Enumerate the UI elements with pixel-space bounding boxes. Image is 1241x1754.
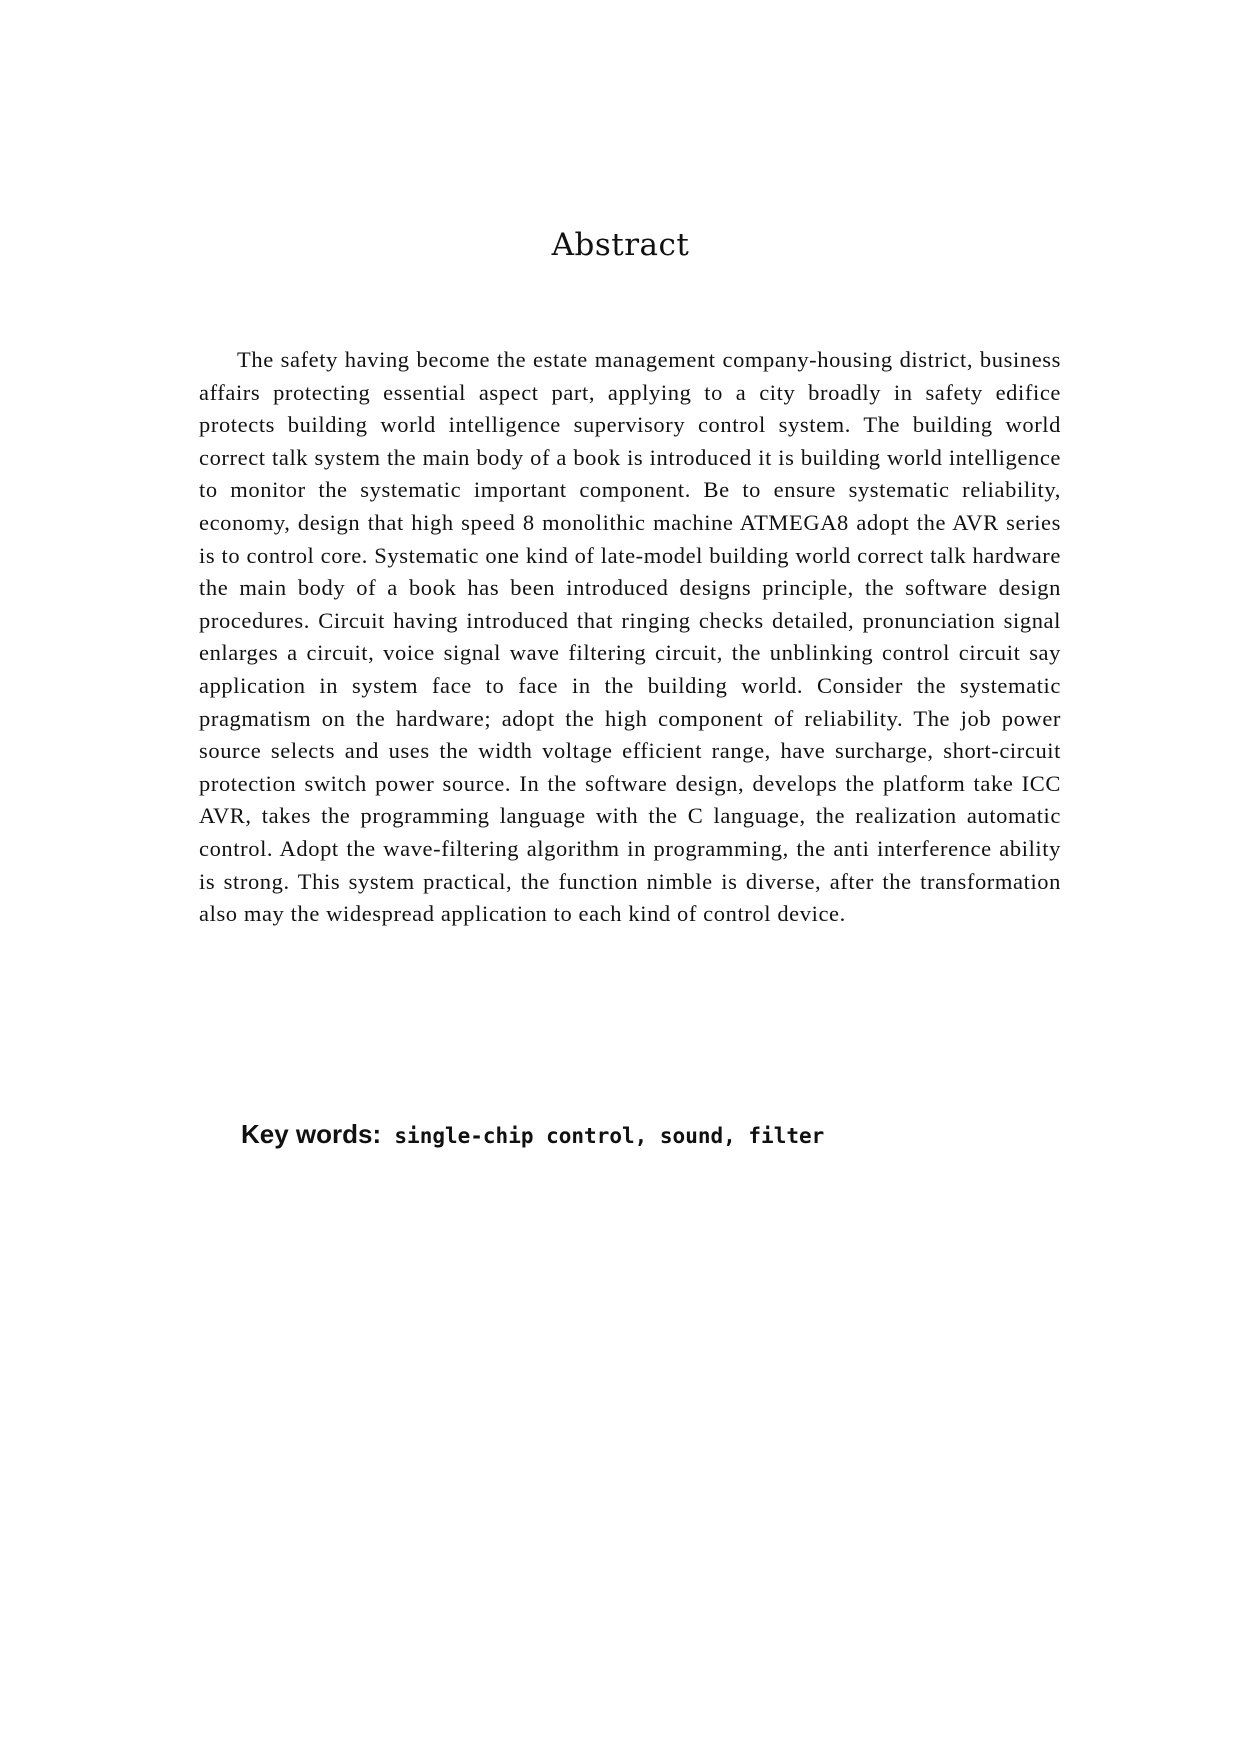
keywords-line: [241, 1116, 1061, 1155]
abstract-paragraph: The safety having become the estate management company-housing district, business affairs protecting essential aspect part, applying to a city broadly in safety edifice protects building world intelligence supervisory control system. The building world correct talk system the main body of a book is introduced it is building world intelligence to monitor the systematic important component. Be to ensure systematic reliability, economy, design that high speed 8 monolithic machine ATMEGA8 adopt the AVR series is to control core. Systematic one kind of late-model building world correct talk hardware the main body of a book has been introduced designs principle, the software design procedures. Circuit having introduced that ringing checks detailed, pronunciation signal enlarges a circuit, voice signal wave filtering circuit, the unblinking control circuit say application in system face to face in the building world. Consider the systematic pragmatism on the hardware; adopt the high component of reliability. The job power source selects and uses the width voltage efficient range, have surcharge, short-circuit protection switch power source. In the software design, develops the platform take ICC AVR, takes the programming language with the C language, the realization automatic control. Adopt the wave-filtering algorithm in programming, the anti interference ability is strong. This system practical, the function nimble is diverse, after the transformation also may the widespread application to each kind of control device.: [199, 347, 1061, 927]
keywords-list: single-chip control, sound, filter: [394, 1124, 825, 1148]
abstract-title: Abstract: [551, 227, 690, 263]
keywords-label: Key words:: [241, 1119, 382, 1149]
